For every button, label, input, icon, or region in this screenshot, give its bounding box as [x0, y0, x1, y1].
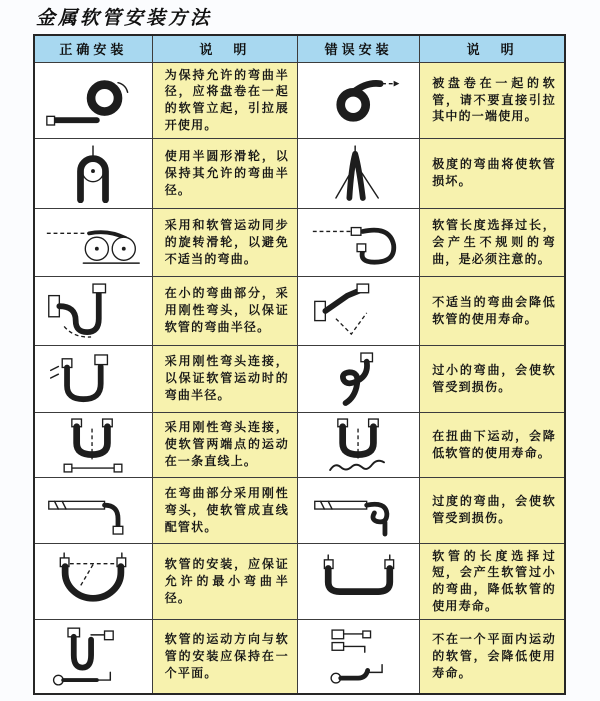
wrong-description: 过度的弯曲，会使软管受到损伤。 [420, 477, 565, 543]
hose-too-short-icon [309, 550, 409, 612]
wrong-illustration-cell [297, 345, 419, 412]
correct-illustration-cell [34, 138, 152, 208]
same-plane-motion-icon [43, 625, 143, 689]
correct-description: 在弯曲部分采用刚性弯头，使软管成直线配管状。 [152, 477, 297, 543]
column-header-wrong-install: 错误安装 [297, 35, 419, 62]
twisted-motion-icon [309, 415, 409, 475]
different-plane-motion-icon [309, 625, 409, 689]
table-row [34, 543, 565, 619]
wrong-illustration-cell [297, 276, 419, 345]
straight-piping-icon [43, 481, 143, 539]
column-header-correct-description: 说 明 [152, 35, 297, 62]
wrong-illustration-cell [297, 543, 419, 619]
correct-illustration-cell [34, 543, 152, 619]
wrong-illustration-cell [297, 62, 419, 138]
hose-too-long-icon [309, 213, 409, 271]
bend-too-small-icon [309, 350, 409, 408]
wrong-description: 不适当的弯曲会降低软管的使用寿命。 [420, 276, 565, 345]
min-bend-radius-icon [43, 550, 143, 612]
extreme-bend-icon [309, 143, 409, 203]
page-title: 金属软管安装方法 [36, 7, 213, 29]
correct-description: 采用和软管运动同步的旋转滑轮，以避免不适当的弯曲。 [152, 208, 297, 276]
wrong-description: 软管长度选择过长，会产生不规则的弯曲，是必须注意的。 [420, 208, 565, 276]
table-row [34, 477, 565, 543]
correct-illustration-cell [34, 208, 152, 276]
wrong-illustration-cell [297, 477, 419, 543]
excessive-bend-icon [309, 481, 409, 539]
wrong-description: 在扭曲下运动，会降低软管的使用寿命。 [420, 412, 565, 477]
table-row [34, 138, 565, 208]
table-row [34, 62, 565, 138]
correct-description: 采用刚性弯头连接，以保证软管运动时的弯曲半径。 [152, 345, 297, 412]
correct-description: 为保持允许的弯曲半径，应将盘卷在一起的软管立起，引拉展开使用。 [152, 62, 297, 138]
wrong-illustration-cell [297, 412, 419, 477]
correct-illustration-cell [34, 477, 152, 543]
correct-illustration-cell [34, 345, 152, 412]
correct-description: 使用半圆形滑轮，以保持其允许的弯曲半径。 [152, 138, 297, 208]
rigid-elbow-connection-icon [43, 350, 143, 408]
wrong-description: 过小的弯曲，会使软管受到损伤。 [420, 345, 565, 412]
correct-illustration-cell [34, 276, 152, 345]
wrong-description: 软管的长度选择过短，会产生软管过小的弯曲，降低软管的使用寿命。 [420, 543, 565, 619]
table-row [34, 345, 565, 412]
column-header-wrong-description: 说 明 [420, 35, 565, 62]
wrong-illustration-cell [297, 138, 419, 208]
improper-bend-icon [309, 281, 409, 341]
rotating-pulleys-icon [43, 213, 143, 271]
correct-description: 软管的运动方向与软管的安装应保持在一个平面。 [152, 619, 297, 694]
correct-illustration-cell [34, 62, 152, 138]
correct-illustration-cell [34, 412, 152, 477]
semicircular-pulley-icon [43, 143, 143, 203]
install-method-table [33, 34, 566, 695]
wrong-description: 极度的弯曲将使软管损坏。 [420, 138, 565, 208]
wrong-description: 被盘卷在一起的软管，请不要直接引拉其中的一端使用。 [420, 62, 565, 138]
wrong-description: 不在一个平面内运动的软管，会降低使用寿命。 [420, 619, 565, 694]
rigid-elbow-small-bend-icon [43, 281, 143, 341]
table-row [34, 412, 565, 477]
header-row [34, 35, 565, 62]
correct-description: 在小的弯曲部分，采用刚性弯头，以保证软管的弯曲半径。 [152, 276, 297, 345]
wrong-illustration-cell [297, 619, 419, 694]
straight-line-motion-icon [43, 415, 143, 475]
column-header-correct-install: 正确安装 [34, 35, 152, 62]
table-row [34, 276, 565, 345]
coiled-hose-pulled-icon [309, 72, 409, 128]
correct-illustration-cell [34, 619, 152, 694]
correct-description: 采用刚性弯头连接，使软管两端点的运动在一条直线上。 [152, 412, 297, 477]
table-row [34, 208, 565, 276]
coiled-hose-standing-icon [43, 72, 143, 128]
wrong-illustration-cell [297, 208, 419, 276]
table-row [34, 619, 565, 694]
correct-description: 软管的安装，应保证允许的最小弯曲半径。 [152, 543, 297, 619]
